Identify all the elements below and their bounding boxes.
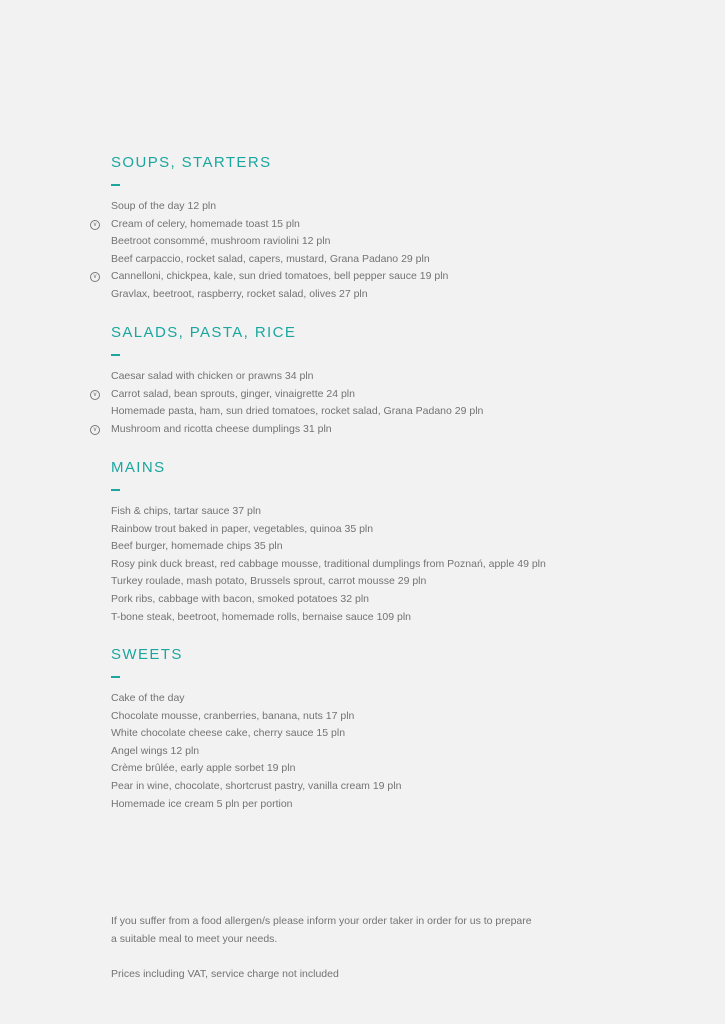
- menu-item-text: T-bone steak, beetroot, homemade rolls, bernaise sauce 109 pln: [111, 610, 412, 623]
- vegetarian-icon: v: [90, 390, 100, 400]
- menu-item: [111, 556, 671, 574]
- section-title: SOUPS, STARTERS: [111, 154, 272, 171]
- vegetarian-icon: v: [90, 220, 100, 230]
- menu-item: [111, 743, 671, 761]
- menu-item-text: Cream of celery, homemade toast 15 pln: [111, 217, 300, 230]
- menu-item: [111, 198, 671, 216]
- section-soups-starters: [93, 154, 671, 304]
- menu-items: [111, 503, 671, 626]
- section-salads-pasta-rice: [93, 324, 671, 438]
- menu-item: [93, 421, 671, 439]
- menu-item: [111, 503, 671, 521]
- vat-notice: Prices including VAT, service charge not included: [111, 968, 339, 980]
- menu-item: [111, 368, 671, 386]
- menu-item-text: Gravlax, beetroot, raspberry, rocket salad, olives 27 pln: [111, 287, 368, 300]
- menu-item: [111, 778, 671, 796]
- menu-item-text: Beetroot consommé, mushroom raviolini 12 pln: [111, 235, 331, 248]
- menu-item-text: Carrot salad, bean sprouts, ginger, vinaigrette 24 pln: [111, 387, 355, 400]
- menu-item-text: Turkey roulade, mash potato, Brussels sprout, carrot mousse 29 pln: [111, 575, 427, 588]
- title-underline: [111, 184, 120, 186]
- menu-item-text: Cannelloni, chickpea, kale, sun dried tomatoes, bell pepper sauce 19 pln: [111, 270, 449, 283]
- menu-item: [93, 268, 671, 286]
- title-underline: [111, 676, 120, 678]
- menu-item: [111, 760, 671, 778]
- menu-items: [111, 690, 671, 813]
- menu-item: [111, 690, 671, 708]
- allergen-notice-line: a suitable meal to meet your needs.: [111, 933, 278, 945]
- menu-item: [111, 286, 671, 304]
- menu-item: [93, 386, 671, 404]
- menu-item: [111, 403, 671, 421]
- menu-item: [111, 251, 671, 269]
- menu-item-text: Caesar salad with chicken or prawns 34 pln: [111, 370, 314, 382]
- menu-item: [111, 573, 671, 591]
- menu-item: [111, 233, 671, 251]
- menu-item-text: Cake of the day: [111, 692, 185, 704]
- allergen-notice: [111, 912, 601, 948]
- section-title: SWEETS: [111, 646, 183, 663]
- menu-item-text: Homemade ice cream 5 pln per portion: [111, 797, 293, 810]
- title-underline: [111, 489, 120, 491]
- menu-item-text: Beef burger, homemade chips 35 pln: [111, 540, 283, 553]
- section-sweets: [111, 646, 671, 813]
- menu-item: [111, 591, 671, 609]
- menu-item: [111, 538, 671, 556]
- menu-item-text: Fish & chips, tartar sauce 37 pln: [111, 505, 261, 517]
- menu-item: [111, 796, 671, 814]
- section-title: SALADS, PASTA, RICE: [111, 324, 297, 341]
- vegetarian-icon: v: [90, 425, 100, 435]
- section-title: MAINS: [111, 459, 166, 476]
- vegetarian-icon: v: [90, 272, 100, 282]
- section-mains: [111, 459, 671, 626]
- menu-item-text: White chocolate cheese cake, cherry sauce 15 pln: [111, 727, 346, 740]
- menu-item-text: Pear in wine, chocolate, shortcrust pastry, vanilla cream 19 pln: [111, 779, 402, 792]
- menu-item-text: Soup of the day 12 pln: [111, 200, 217, 212]
- menu-item-text: Crème brûlée, early apple sorbet 19 pln: [111, 762, 296, 775]
- menu-item: [111, 725, 671, 743]
- menu-items: [93, 368, 671, 438]
- menu-item: [93, 216, 671, 234]
- title-underline: [111, 354, 120, 356]
- menu-item: [111, 708, 671, 726]
- menu-item-text: Chocolate mousse, cranberries, banana, nuts 17 pln: [111, 709, 355, 722]
- menu-item: [111, 521, 671, 539]
- menu-item-text: Homemade pasta, ham, sun dried tomatoes, rocket salad, Grana Padano 29 pln: [111, 405, 484, 418]
- menu-item-text: Rainbow trout baked in paper, vegetables, quinoa 35 pln: [111, 522, 374, 535]
- menu-item: [111, 609, 671, 627]
- menu-item-text: Rosy pink duck breast, red cabbage mousse, traditional dumplings from Poznań, apple 49 pln: [111, 557, 546, 570]
- menu-items: [93, 198, 671, 304]
- menu-item-text: Beef carpaccio, rocket salad, capers, mustard, Grana Padano 29 pln: [111, 252, 430, 265]
- menu-item-text: Angel wings 12 pln: [111, 744, 200, 757]
- menu-item-text: Mushroom and ricotta cheese dumplings 31 pln: [111, 422, 332, 435]
- menu-item-text: Pork ribs, cabbage with bacon, smoked potatoes 32 pln: [111, 592, 369, 605]
- allergen-notice-line: If you suffer from a food allergen/s please inform your order taker in order for us to prepare: [111, 915, 532, 927]
